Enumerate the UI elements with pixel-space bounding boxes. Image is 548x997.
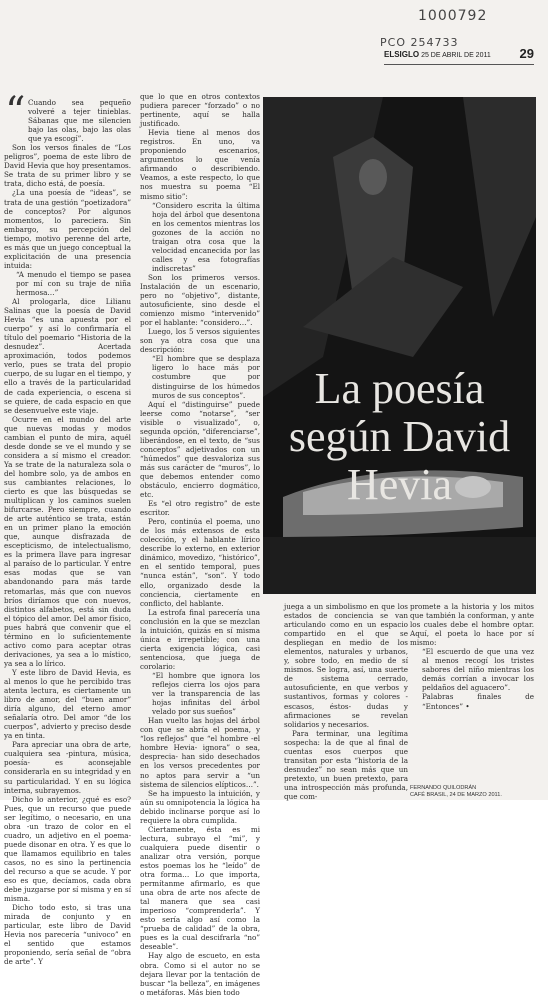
handwritten-code: 1000792 [418, 8, 488, 24]
photo-artwork [263, 97, 536, 594]
paragraph: ¿La una poesía de “ideas”, se trata de una gestión “poetizadora” de conceptos? Por algunos momentos, lo pareciera. Sin embargo, su percepción del tiempo, motivo perenne del arte, es más que un juego conceptual la explicitación de una presencia intuida: [4, 188, 131, 270]
paragraph: promete a la historia y los mitos que también la conforman, y ante los cuales debe el hombre optar. Aquí, el poeta lo hace por sí mismo: [410, 602, 534, 648]
paragraph: Ocurre en el mundo del arte que nuevas modas y modos cambian el punto de mira, aquél desde donde se ve el mundo y se considera a sí mismo el creador. Ya se trate de la naturaleza sola o del hombre solo, ya de ambos en sus cambiantes relaciones, lo cierto es que las búsquedas se multiplican y los caminos suelen bifurcarse. Pero siempre, cuando de arte auténtico se trata, están en un primer plano la emoción que, aunque disfrazada de escepticismo, de intelectualismo, es la primera llave para ingresar al paraíso de lo particular. Y entre esas modas que se van abandonando para más tarde retomarlas, más que con nuevos bríos diríamos que con nuevos, distintos alfabetos, está sin duda el tópico del amor. Del amor físico, pues habrá que convenir que el término en lo suficientemente activo como para aceptar otras derivaciones, ya sea a lo místico, ya sea a lo lírico. [4, 414, 132, 668]
paragraph: Y este libro de David Hevia, es al menos lo que he percibido tras atenta lectura, es ciertamente un libro de amor, del “buen amor” diría alguno, del eterno amor señalaría otro. Del amor “de los cuerpos”, advierto y preciso desde ya en tinta. [4, 667, 131, 741]
paragraph: Para terminar, una legítima sospecha: la de que al final de cuentas esos cuerpos que transitan por esta “historia de la desnudez” no sean más que un pretexto, un buen pretexto, para una introspección más profunda, que com- [284, 728, 408, 801]
paragraph: Han vuelto las hojas del árbol con que se abría el poema, y “los reflejos” que “el hombre -el hombre Hevia- ignora” o sea, desprecia- han sido desechados en los versos precedentes por no aptos para servir a “un sistema de silencios elípticos…”. [140, 716, 260, 789]
paragraph: Hevia tiene al menos dos registros. En uno, va proponiendo escenarios, argumentos lo que venía afirmando o describiendo. Veamos, a este respecto, lo que nos muestra su poema “El mismo sitio”: [140, 128, 260, 201]
verse: Palabras finales de “Entonces” • [422, 692, 534, 711]
article-column-2 [140, 92, 260, 997]
paragraph: Para apreciar una obra de arte, cualquiera sea -pintura, música, poesía- es aconsejable considerarla en su integridad y en su particularidad. Y en su lógica interna, subrayemos. [4, 740, 131, 795]
newspaper-name: ELSIGLO [384, 50, 420, 59]
issue-date: 25 DE ABRIL DE 2011 [421, 52, 491, 59]
paragraph: Hay algo de escueto, en esta obra. Como si el autor no se dejara llevar por la tentación de buscar “la belleza”, en imágenes o metáforas. Más bien todo [140, 951, 260, 997]
paragraph: Son los primeros versos. Instalación de un escenario, pero no “objetivo”, distante, autosuficiente, sino desde el comienzo mismo “intervenido” por el hablante: “considero…”. [140, 272, 260, 328]
article-photo [263, 97, 536, 594]
paragraph: Son los versos finales de “Los peligros”, poema de este libro de David Hevia que hoy presentamos. Se trata de su primer libro y se trata, dicho está, de poesía. [4, 143, 131, 189]
article-column-4 [410, 602, 534, 711]
handwritten-reference: PCO 254733 [380, 36, 459, 49]
author-name: FERNANDO QUILODRÁN [410, 785, 477, 791]
paragraph: que lo que en otros contextos pudiera parecer “forzado” o no pertinente, aquí se halla justificado. [140, 92, 260, 129]
paragraph: Ciertamente, ésta es mi lectura, subrayo el “mi”, y cualquiera puede disentir o analizar otra versión, porque estos poemas los he “leído” de otra forma… Lo que importa, permítanme afirmarlo, es que una obra de arte nos afecte de tal manera que sea casi imperioso “comprenderla”. Y esto sería algo así como la “prueba de calidad” de la obra, pues es la cual descifrarla “no” deseable”. [140, 824, 260, 952]
page-number: 29 [519, 46, 534, 61]
verse: “A menudo el tiempo se pasea por mí con su traje de niña hermosa…” [16, 269, 131, 297]
verse: “El escuerdo de que una vez al menos recogí los tristes sabores del niño mientras los demás corrían a invocar los peldaños del aguacero”. [422, 647, 534, 693]
quote-mark-icon: “ [5, 89, 26, 135]
paragraph: Dicho todo esto, si tras una mirada de conjunto y en particular, este libro de David Hevia nos parecería “univoco” en el sentido que estamos proponiendo, sería señal de “obra de arte”. Y [4, 903, 131, 967]
article-title: La poesía según David Hevia [288, 364, 511, 509]
paragraph: Al prologarla, dice Lilianu Salinas que la poesía de David Hevia “es una apuesta por el cuerpo” y así lo confirmaría el título del poemario “Historia de la desnudez”. Acertada aproximación, todos podemos verlo, pues se trata del propio cuerpo, de su lugar en el tiempo, y ello a través de la particularidad de cada experiencia, o escena si se quiere, de cada espacio en que se desenvuelve este viaje. [4, 297, 131, 415]
page-header [384, 46, 534, 65]
verse: “El hombre que se desplaza ligero lo hace más por costumbre que por distinguirse de los húmedos muros de sus conceptos”. [152, 354, 260, 400]
verse: “El hombre que ignora los reflejos cierra los ojos para ver la transparencia de las hojas infinitas del árbol velado por sus sueños” [152, 671, 260, 717]
byline-place-date: CAFÉ BRASIL, 24 DE MARZO 2011. [410, 792, 502, 798]
paragraph: Cuando sea pequeño volveré a tejer tinieblas. Sábanas que me silencien bajo las olas, bajo las olas que ya escogí”. [28, 98, 131, 144]
paragraph: La estrofa final parecería una conclusión en la que se mezclan la intuición, quizás en sí misma única e irrepetible; con una cierta exigencia lógica, casi sentenciosa, que juega de corolario: [140, 607, 260, 671]
paragraph: Luego, los 5 versos siguientes son ya otra cosa que una descripción: [140, 327, 260, 355]
paragraph: Pero, continúa el poema, uno de los más extensos de esta colección, y el hablante lírico describe lo externo, en exterior dinámico, movedizo, “histórico”, en el sentido temporal, pues “nunca están”, “son”. Y todo ello, organizado desde la conciencia, ciertamente en conflicto, del hablante. [140, 517, 260, 608]
article-column-1 [4, 98, 131, 967]
paragraph: Es “el otro registro” de este escritor. [140, 499, 260, 518]
paragraph: Dicho lo anterior, ¿qué es eso? Pues, que un recurso que puede ser legítimo, o necesario, en una obra -un trazo de color en el cuadro, un adjetivo en el poema- puede disonar en otra. Y es que lo que llamamos equilibrio en tales casos, no es sino la pertinencia del recurso a que se acude. Y por eso es que, decíamos, cada obra debe juzgarse por sí misma y en sí misma. [4, 794, 131, 904]
verse: “Considero escrita la última hoja del árbol que desentona en los cementos mientras los gozones de la acción no traigan otra cosa que la velocidad encanecida por las calles y esa fotografías indiscretas” [152, 200, 260, 273]
article-column-3 [284, 602, 408, 801]
byline [410, 785, 502, 799]
paragraph: Se ha impuesto la intuición, y aún su omnipotencia la lógica ha debido inclinarse porque así lo requiere la obra cumplida. [140, 788, 260, 825]
paragraph: juega a un simbolismo en que los estados de conciencia se van articulando como en un espacio compartido en el que se despliegan en medio de los elementos, naturales y urbanos, y, sobre todo, en medio de sí mismos. Se logra, así, una suerte de sistema cerrado, autosuficiente, en que verbos y sustantivos, formas y colores -escasos, éstos- dudas y afirmaciones se revelan solidarios y necesarios. [284, 602, 408, 729]
paragraph: Aquí el “distinguirse” puede leerse como “notarse”, “ser visible o visualizado”, o, segunda opción, “diferenciarse”, liberándose, en el texto, de “sus conceptos” adjetivados con un “húmedos” que desvaloriza sus más sus carácter de “muros”, lo que debemos entender como obstáculo, encierro dogmático, etc. [140, 399, 260, 500]
